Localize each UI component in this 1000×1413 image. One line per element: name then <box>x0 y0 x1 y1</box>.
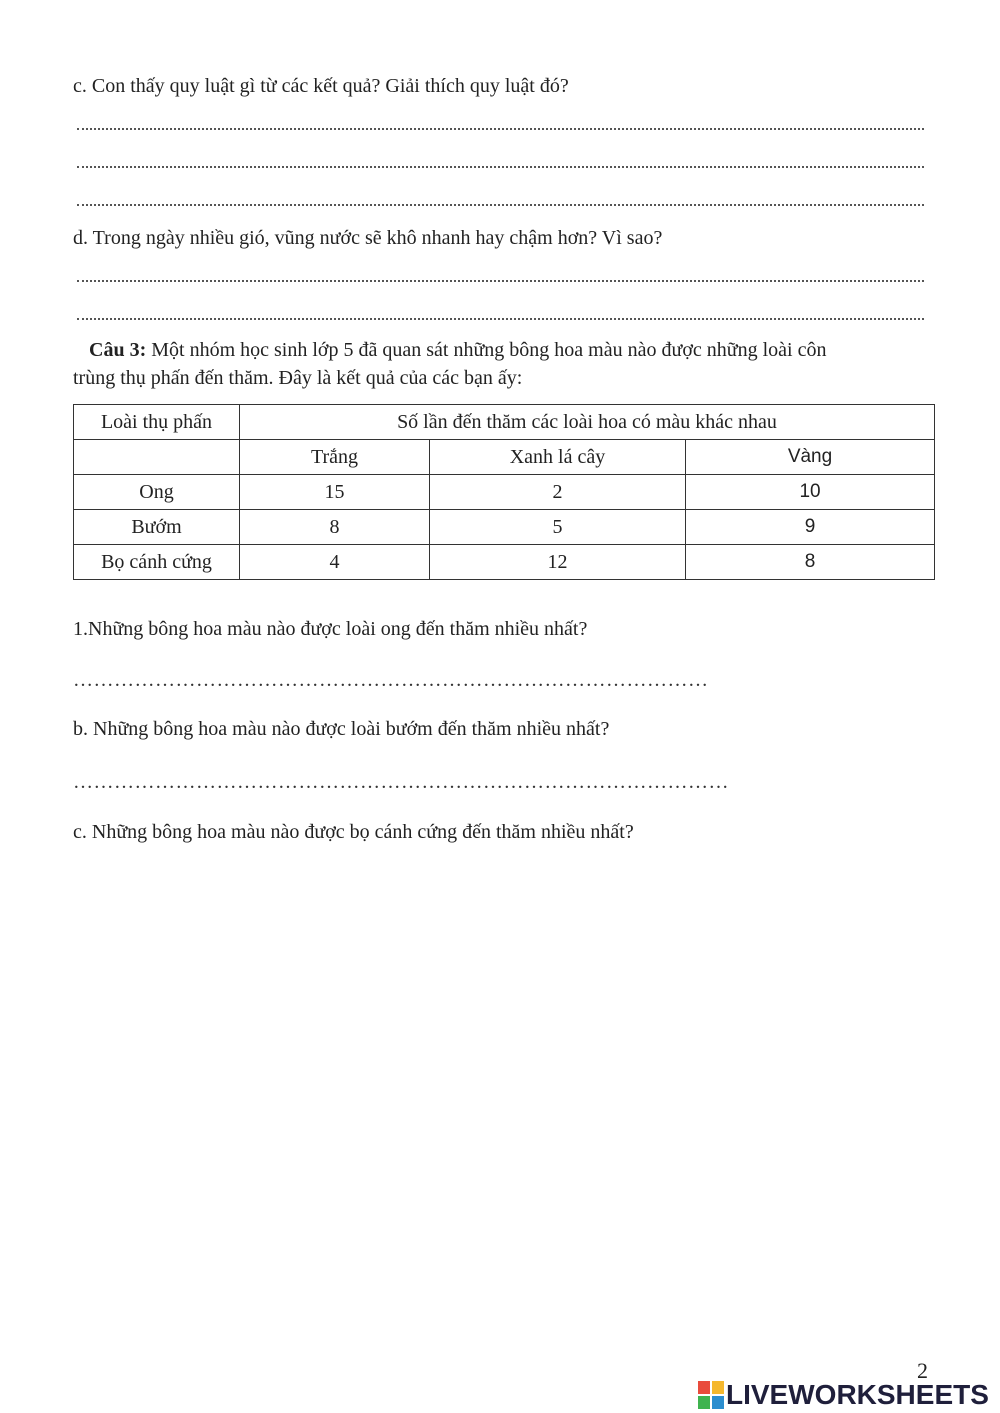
color-header-yellow: Vàng <box>686 440 935 475</box>
table-cell: 4 <box>240 545 430 580</box>
answer-line[interactable] <box>77 280 924 282</box>
question-1: 1.Những bông hoa màu nào được loài ong đến thăm nhiều nhất? <box>73 618 588 640</box>
table-row <box>74 510 935 545</box>
answer-line[interactable] <box>77 128 924 130</box>
row-label: Bọ cánh cứng <box>74 545 240 580</box>
table-cell: 8 <box>686 545 935 580</box>
header-empty-cell <box>74 440 240 475</box>
brand-name: LIVEWORKSHEETS <box>726 1379 989 1410</box>
table-cell: 5 <box>430 510 686 545</box>
question-c: c. Con thấy quy luật gì từ các kết quả? Giải thích quy luật đó? <box>73 75 569 97</box>
table-row <box>74 545 935 580</box>
liveworksheets-logo <box>698 1378 989 1412</box>
answer-line[interactable] <box>77 166 924 168</box>
table-cell: 9 <box>686 510 935 545</box>
question-3-label: Câu 3: <box>89 339 147 361</box>
table-cell: 8 <box>240 510 430 545</box>
page-number: 2 <box>917 1358 928 1383</box>
table-cell: 10 <box>686 475 935 510</box>
header-visits: Số lần đến thăm các loài hoa có màu khác nhau <box>240 405 935 440</box>
logo-icon <box>698 1381 724 1409</box>
color-header-green: Xanh lá cây <box>430 440 686 475</box>
question-3-text-line2: trùng thụ phấn đến thăm. Đây là kết quả của các bạn ấy: <box>73 367 523 389</box>
answer-line[interactable] <box>77 204 924 206</box>
question-3-text-line1: Một nhóm học sinh lớp 5 đã quan sát những bông hoa màu nào được những loài côn <box>146 339 827 361</box>
question-c2: c. Những bông hoa màu nào được bọ cánh cứng đến thăm nhiều nhất? <box>73 821 634 843</box>
row-label: Ong <box>74 475 240 510</box>
question-b: b. Những bông hoa màu nào được loài bướm đến thăm nhiều nhất? <box>73 718 610 740</box>
answer-field[interactable]: …………………………………………………………………………………… <box>73 771 729 793</box>
header-pollinator: Loài thụ phấn <box>74 405 240 440</box>
table-row <box>74 475 935 510</box>
pollinator-table <box>73 404 935 580</box>
table-cell: 15 <box>240 475 430 510</box>
question-3-intro <box>89 338 826 362</box>
question-d: d. Trong ngày nhiều gió, vũng nước sẽ khô nhanh hay chậm hơn? Vì sao? <box>73 227 663 249</box>
answer-line[interactable] <box>77 318 924 320</box>
answer-field[interactable]: ………………………………………………………………………………… <box>73 669 709 691</box>
table-cell: 12 <box>430 545 686 580</box>
color-header-white: Trắng <box>240 440 430 475</box>
table-cell: 2 <box>430 475 686 510</box>
row-label: Bướm <box>74 510 240 545</box>
